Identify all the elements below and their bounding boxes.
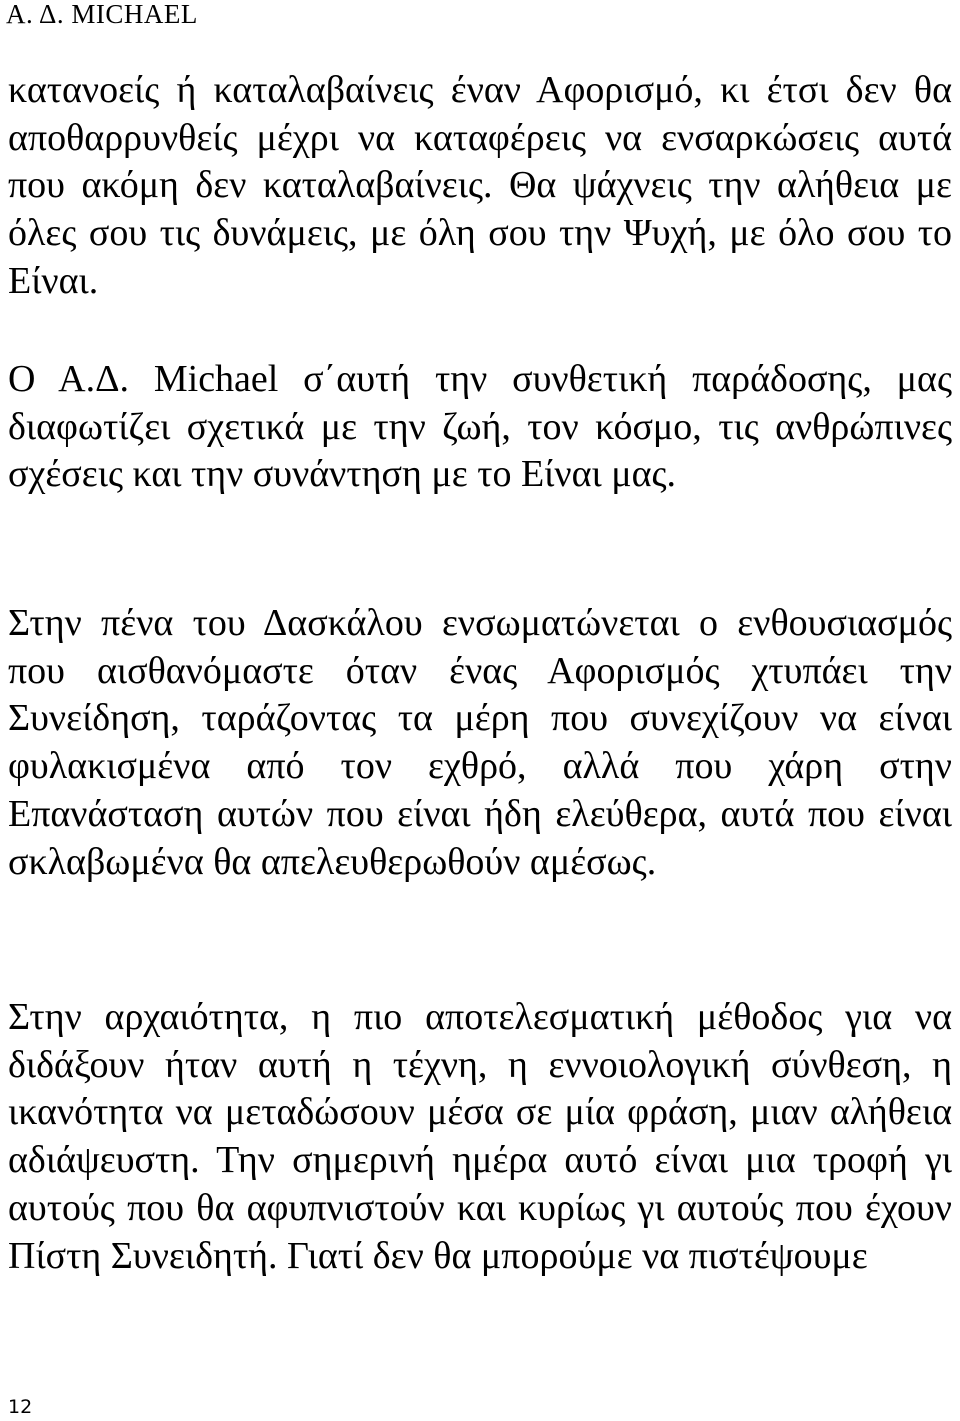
page-number: 12 (8, 1396, 33, 1418)
body-paragraph: κατανοείς ή καταλαβαίνεις έναν Αφορισμό, κι έτσι δεν θα αποθαρρυνθείς μέχρι να καταφέρεις να ενσαρκώσεις αυτά που ακόμη δεν καταλαβαίνεις. Θα ψάχνεις την αλήθεια με όλες σου τις δυνάμεις, με όλη σου την Ψυχή, με όλο σου το Είναι. (8, 69, 952, 302)
body-paragraph: Ο Α.Δ. Michael σ΄αυτή την συνθετική παράδοσης, μας διαφωτίζει σχετικά με την ζωή, τον κόσμο, τις ανθρώπινες σχέσεις και την συνάντηση με το Είναι μας. (8, 358, 952, 496)
body-paragraph: Στην αρχαιότητα, η πιο αποτελεσματική μέθοδος για να διδάξουν ήταν αυτή η τέχνη, η εννοιολογική σύνθεση, η ικανότητα να μεταδώσουν μέσα σε μία φράση, μιαν αλήθεια αδιάψευστη. Την σημερινή ημέρα αυτό είναι μια τροφή γι αυτούς που θα αφυπνιστούν και κυρίως γι αυτούς που έχουν Πίστη Συνειδητή. Γιατί δεν θα μπορούμε να πιστέψουμε (8, 996, 952, 1277)
body-paragraph: Στην πένα του Δασκάλου ενσωματώνεται ο ενθουσιασμός που αισθανόμαστε όταν ένας Αφορισμός χτυπάει την Συνείδηση, ταράζοντας τα μέρη που συνεχίζουν να είναι φυλακισμένα από τον εχθρό, αλλά που χάρη στην Επανάσταση αυτών που είναι ήδη ελεύθερα, αυτά που είναι σκλαβωμένα θα απελευθερωθούν αμέσως. (8, 602, 952, 883)
running-header: Α. Δ. MICHAEL (6, 0, 198, 29)
